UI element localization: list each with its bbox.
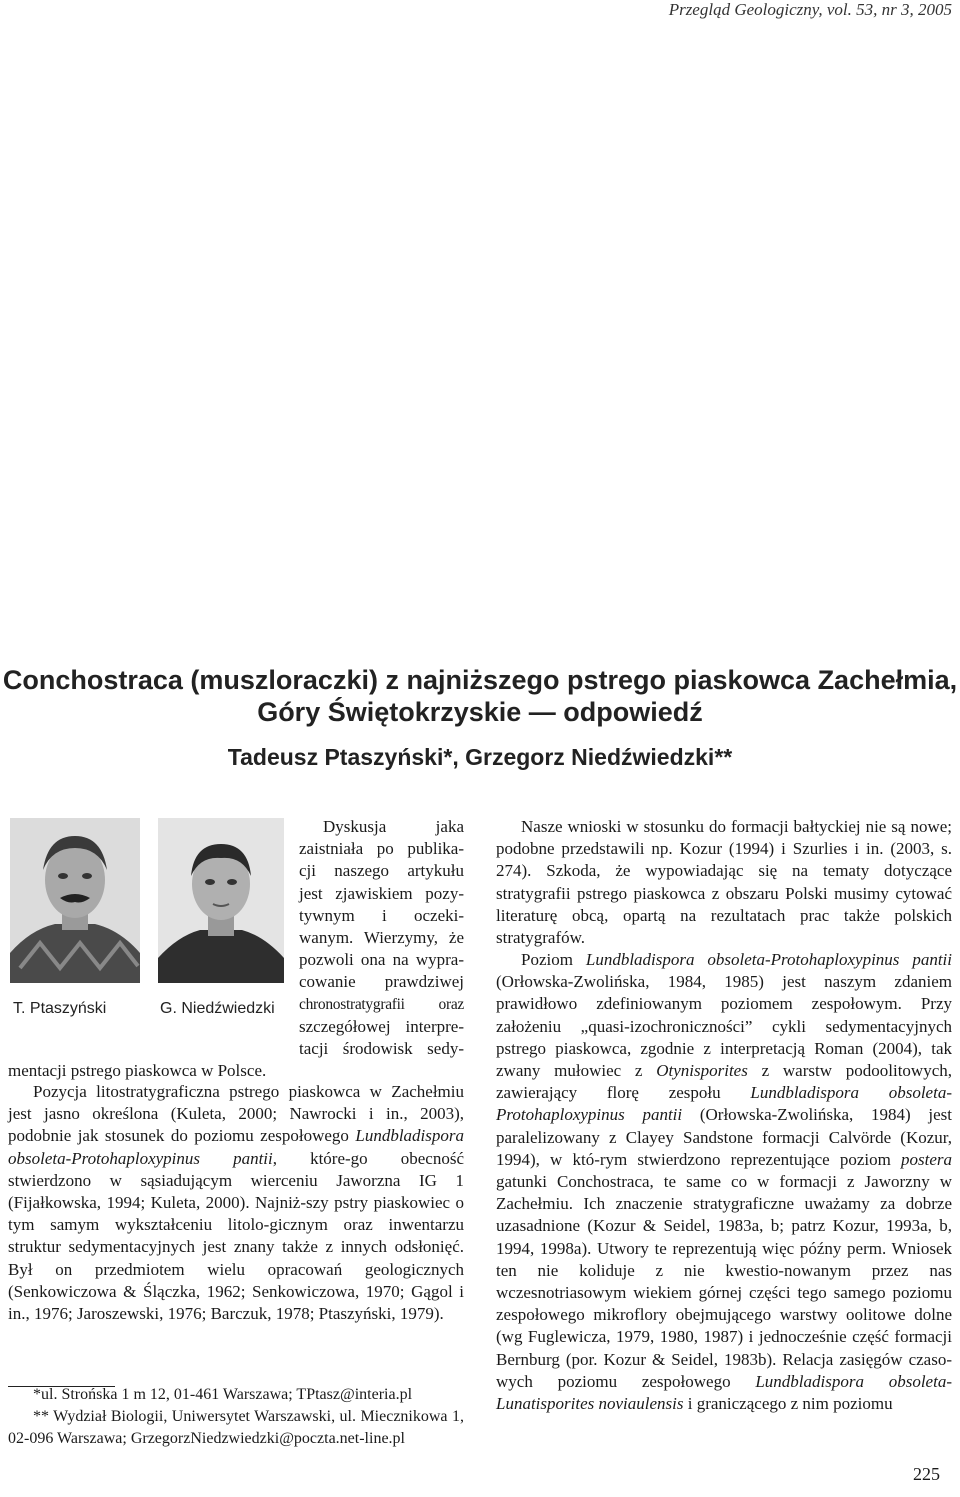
right-paragraph-1: Nasze wnioski w stosunku do formacji bałtyckiej nie są nowe; podobne przedstawili np. Kozur (1994) i Szurlies i in. (2003, s. 274). Szkoda, że wypowiadając się na tematy dotyczące stratygrafii pstrego piaskowca z obszaru Polski musimy cytować literaturę obcą, opartą na rezultatach prac także polskich stratygrafów. <box>496 817 952 948</box>
left-paragraph-2 <box>8 1081 464 1325</box>
wrap-line: tacji środowisk sedy- <box>299 1038 464 1058</box>
wrap-line: Dyskusja jaka <box>323 817 464 836</box>
intro-paragraph-end: mentacji pstrego piaskowca w Polsce. <box>8 1061 267 1080</box>
wrap-line: cji naszego artykułu <box>299 861 464 881</box>
left-p2-taxon: Lundbladispora obsoleta-Protohaploxypinus pantii <box>8 1126 464 1168</box>
authors: Tadeusz Ptaszyński*, Grzegorz Niedźwiedzki** <box>227 744 733 770</box>
photo-caption-ptaszynski: T. Ptaszyński <box>13 1000 107 1017</box>
wrap-line: wanym. Wierzymy, że <box>299 927 464 947</box>
right-p2-s4: (Orłowska-Zwolińska, 1984) jest paralelizowany z Clayey Sandstone formacji Calvörde (Kozur, 1994), w któ-rym stwierdzono reprezentujące poziom <box>496 1105 952 1169</box>
left-p2-text-a: Pozycja litostratygraficzna pstrego piaskowca w Zachełmiu jest jasno określona (Kuleta, 2000; Nawrocki i in., 2003), podobnie jak stosunek do poziomu zespołowego <box>8 1082 464 1146</box>
right-p2-s3: z warstw podoolitowych, zawierający florę zespołu <box>496 1061 953 1103</box>
wrap-line: szczegółowej interpre- <box>299 1016 464 1036</box>
wrap-line: zaistniała po publika- <box>299 839 464 859</box>
right-p2-taxon-4: postera <box>901 1149 952 1169</box>
right-p2-s6: i graniczącego z nim poziomu <box>683 1394 893 1414</box>
footnote-2: ** Wydział Biologii, Uniwersytet Warszawski, ul. Miecznikowa 1, 02-096 Warszawa; GrzegorzNiedzwiedzki@poczta.net-line.pl <box>8 1408 464 1448</box>
journal-header: Przegląd Geologiczny, vol. 53, nr 3, 2005 <box>668 0 952 19</box>
wrap-line: jest zjawiskiem pozy- <box>299 883 464 903</box>
right-p2-taxon-1: Lundbladispora obsoleta-Protohaploxypinus pantii <box>585 950 952 969</box>
article-title <box>0 664 960 728</box>
portrait-2-graphic <box>158 818 284 983</box>
right-p2-s1: Poziom <box>521 950 586 969</box>
right-p2-taxon-2: Otynisporites <box>656 1061 748 1081</box>
title-line-1: Conchostraca (muszloraczki) z najniższego pstrego piaskowca Zachełmia, <box>2 665 958 695</box>
wrap-line: chronostratygrafii oraz <box>299 995 464 1013</box>
right-p2-s2: (Orłowska-Zwolińska, 1984, 1985) jest naszym zdaniem prawidłowo zdefiniowanym poziomem zespołowym. Przy założeniu „quasi-izochroniczności” cykli sedymentacyjnych pstrego piaskowca, zgodnie z interpretacją Roman (2004), tak zwany mułowiec z <box>496 972 952 1081</box>
title-line-2: Góry Świętokrzyskie — odpowiedź <box>257 697 703 727</box>
right-p2-taxon-3: Lundbladispora obsoleta-Protohaploxypinus pantii <box>496 1083 952 1125</box>
author-photo-niedzwiedzki <box>158 818 284 983</box>
portrait-1-graphic <box>10 818 140 983</box>
right-paragraph-2 <box>496 949 952 1415</box>
footnote-1: *ul. Strońska 1 m 12, 01-461 Warszawa; TPtasz@interia.pl <box>33 1386 413 1403</box>
page-number: 225 <box>913 1464 940 1484</box>
wrap-line: pozwoli ona na wypra- <box>299 950 464 970</box>
photo-caption-niedzwiedzki: G. Niedźwiedzki <box>160 1000 275 1017</box>
right-p2-s5: gatunki Conchostraca, te same co w formacji z Jaworzny w Zachełmiu. Ich znaczenie stratygraficzne uważamy za dobrze uzasadnione (Kozur & Seidel, 1983a, b; patrz Kozur, 1993a, b, 1994, 1998a). Utwory te reprezentują więc późny perm. Wniosek ten nie koliduje z nie kwestio-nowanym przez nas wczesnotriasowym wiekiem górnej części tego samego poziomu zespołowego mikroflory obejmującego warstwy oolitowe dolne (wg Fuglewicza, 1979, 1980, 1987) i jednocześnie część formacji Bernburg (por. Kozur & Seidel, 1983b). Relacja zasięgów czaso-wych poziomu zespołowego <box>496 1172 952 1391</box>
intro-paragraph-wrap <box>299 816 464 1060</box>
left-p2-text-b: , które-go obecność stwierdzono w sąsiadującym wierceniu Jaworzna IG 1 (Fijałkowska, 1994; Kuleta, 2000). Najniż-szy pstry piaskowiec o tym samym wykształceniu litolo-gicznym oraz inwentarzu struktur sedymentacyjnych jest znany także z innych odsłonięć. Był on przedmiotem wielu opracowań geologicznych (Senkowiczowa & Ślączka, 1962; Senkowiczowa, 1970; Gągol i in., 1976; Jaroszewski, 1976; Barczuk, 1978; Ptaszyński, 1979). <box>8 1148 465 1324</box>
right-p2-taxon-5: Lundbladispora obsoleta-Lunatisporites noviaulensis <box>496 1371 952 1414</box>
author-photo-ptaszynski <box>10 818 140 983</box>
wrap-line: cowanie prawdziwej <box>299 972 464 992</box>
wrap-line: tywnym i oczeki- <box>299 905 464 925</box>
